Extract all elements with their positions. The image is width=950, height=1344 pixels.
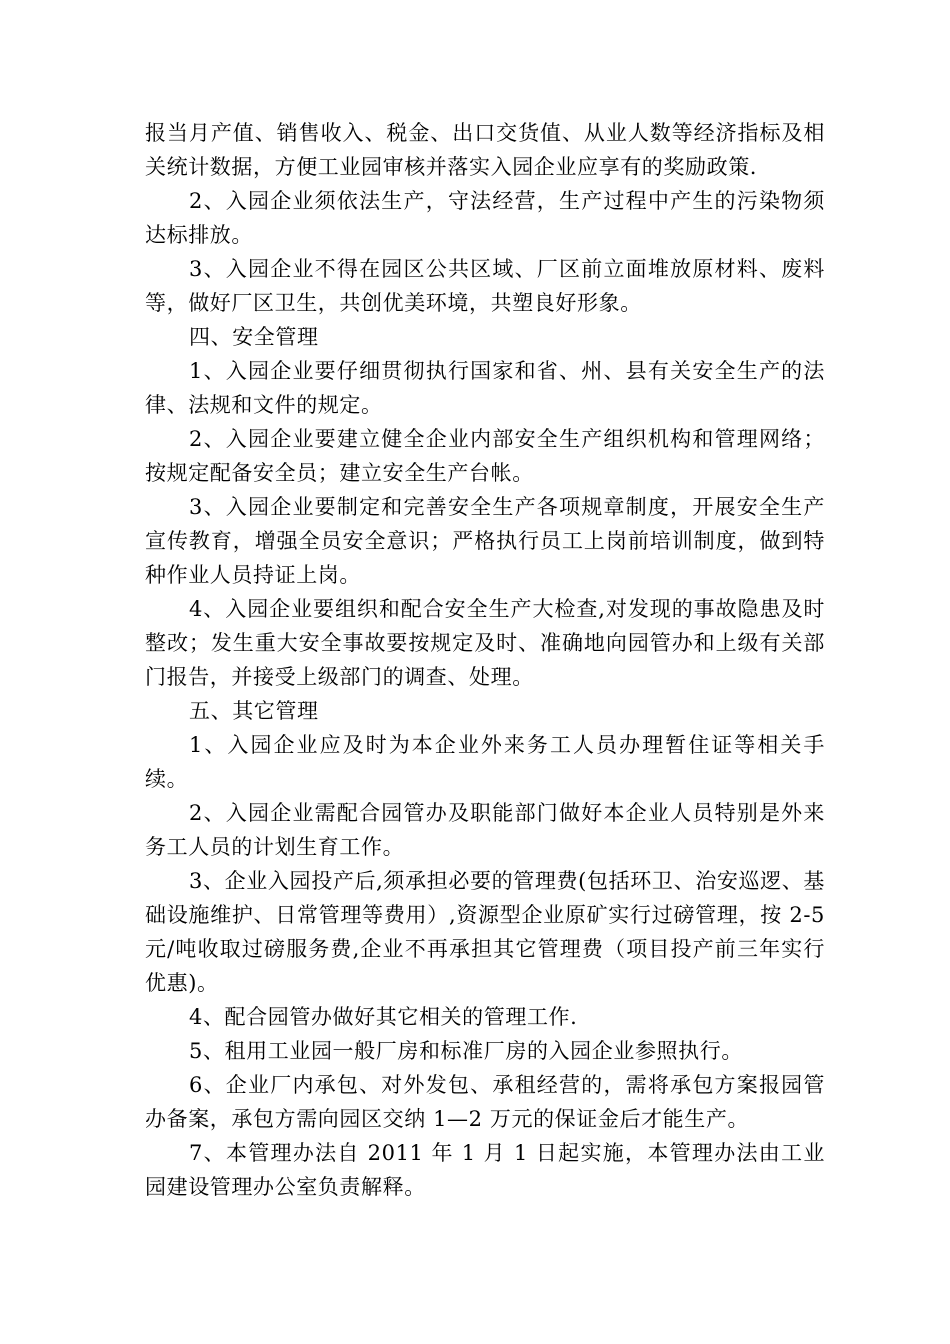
paragraph-14: 5、租用工业园一般厂房和标准厂房的入园企业参照执行。 <box>189 1039 743 1063</box>
paragraph-11: 2、入园企业需配合园管办及职能部门做好本企业人员特别是外来务工人员的计划生育工作。 <box>145 801 825 859</box>
paragraph-8: 4、入园企业要组织和配合安全生产大检查,对发现的事故隐患及时整改；发生重大安全事故要按规定及时、准确地向园管办和上级有关部门报告，并接受上级部门的调查、处理。 <box>145 597 825 689</box>
paragraph-1: 报当月产值、销售收入、税金、出口交货值、从业人数等经济指标及相关统计数据，方便工业园审核并落实入园企业应享有的奖励政策. <box>145 121 825 179</box>
paragraph-13: 4、配合园管办做好其它相关的管理工作. <box>189 1005 578 1029</box>
section-heading-other: 五、其它管理 <box>189 699 319 723</box>
paragraph-12: 3、企业入园投产后,须承担必要的管理费(包括环卫、治安巡逻、基础设施维护、日常管理等费用）,资源型企业原矿实行过磅管理，按 2-5 元/吨收取过磅服务费,企业不再承担其它管理费（项目投产前三年实行优惠)。 <box>145 869 825 995</box>
section-heading-safety: 四、安全管理 <box>189 325 319 349</box>
paragraph-5: 1、入园企业要仔细贯彻执行国家和省、州、县有关安全生产的法律、法规和文件的规定。 <box>145 359 825 417</box>
paragraph-10: 1、入园企业应及时为本企业外来务工人员办理暂住证等相关手续。 <box>145 733 825 791</box>
paragraph-6: 2、入园企业要建立健全企业内部安全生产组织机构和管理网络；按规定配备安全员；建立安全生产台帐。 <box>145 427 825 485</box>
paragraph-7: 3、入园企业要制定和完善安全生产各项规章制度，开展安全生产宣传教育，增强全员安全意识；严格执行员工上岗前培训制度，做到特种作业人员持证上岗。 <box>145 495 825 587</box>
paragraph-3: 3、入园企业不得在园区公共区域、厂区前立面堆放原材料、废料等，做好厂区卫生，共创优美环境，共塑良好形象。 <box>145 257 825 315</box>
paragraph-2: 2、入园企业须依法生产，守法经营，生产过程中产生的污染物须达标排放。 <box>145 189 825 247</box>
document-body <box>145 116 825 1204</box>
paragraph-15: 6、企业厂内承包、对外发包、承租经营的，需将承包方案报园管办备案，承包方需向园区交纳 1—2 万元的保证金后才能生产。 <box>145 1073 825 1131</box>
paragraph-16: 7、本管理办法自 2011 年 1 月 1 日起实施，本管理办法由工业园建设管理办公室负责解释。 <box>145 1141 825 1199</box>
